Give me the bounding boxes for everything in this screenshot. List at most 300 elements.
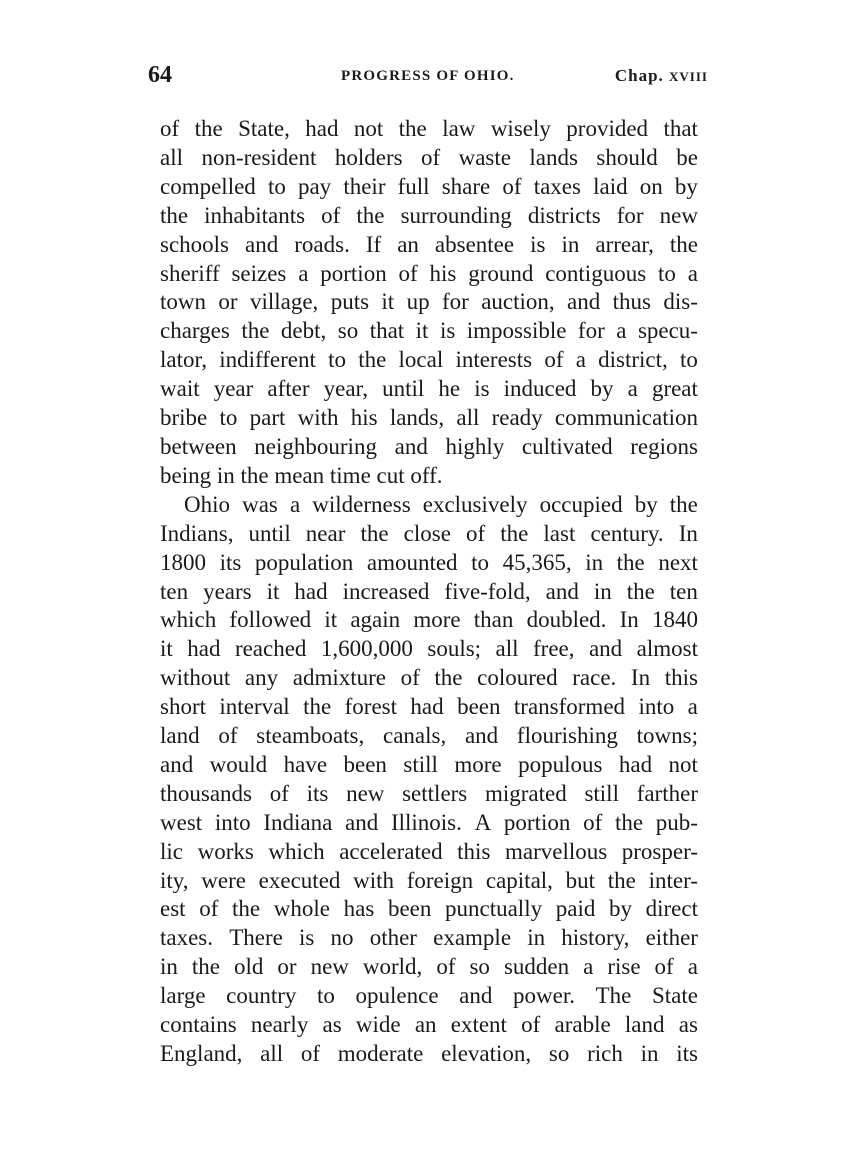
word: schools — [160, 231, 229, 257]
running-head — [148, 62, 708, 92]
word: been — [387, 896, 432, 922]
word: the — [669, 491, 698, 517]
word: of — [398, 260, 418, 286]
word: ten — [669, 578, 698, 604]
word: the — [434, 665, 463, 691]
text-line: being in the mean time cut off. — [160, 462, 443, 488]
word: opulence — [355, 983, 439, 1009]
word: 1840 — [651, 607, 698, 633]
text-line — [160, 895, 698, 924]
text-line — [160, 404, 698, 433]
text-line — [160, 375, 698, 404]
word: history, — [561, 925, 630, 951]
word: of — [583, 809, 603, 835]
word: not — [668, 751, 698, 777]
word: roads. — [294, 231, 350, 257]
word: and — [545, 578, 579, 604]
word: in — [527, 925, 546, 951]
word: exclusively — [422, 491, 528, 517]
word: Ohio — [184, 491, 230, 517]
word: bribe — [160, 405, 208, 431]
text-line — [160, 317, 698, 346]
word: law — [442, 116, 476, 141]
word: until — [248, 520, 291, 546]
word: laid — [593, 173, 628, 199]
word: marvellous — [504, 838, 608, 864]
word: Indians, — [160, 520, 234, 546]
word: whole — [273, 896, 330, 922]
word: again — [350, 607, 401, 633]
word: interval — [219, 694, 290, 720]
word: provided — [566, 116, 649, 141]
word: sheriff — [160, 260, 220, 286]
word: works — [197, 838, 254, 864]
word: any — [244, 665, 279, 691]
word: it — [324, 607, 338, 633]
word: 45,365, — [502, 549, 572, 575]
word: If — [365, 231, 382, 257]
word: the — [500, 520, 529, 546]
word: years — [203, 578, 252, 604]
word: all — [160, 144, 183, 170]
text-line — [160, 578, 698, 607]
word: of — [436, 954, 456, 980]
word: rise — [607, 954, 641, 980]
paragraph-ohio — [160, 491, 698, 1069]
word: last — [543, 520, 576, 546]
word: the — [303, 694, 332, 720]
word: power. — [513, 983, 575, 1009]
word: a — [575, 347, 586, 373]
word: until — [382, 376, 425, 402]
word: village, — [249, 289, 319, 315]
word: lands — [529, 144, 578, 170]
word: its — [219, 549, 242, 575]
word: A — [474, 809, 492, 835]
word: the — [160, 202, 189, 228]
word: of — [199, 896, 219, 922]
word: highly — [445, 433, 505, 459]
word: been — [457, 694, 501, 720]
word: and — [345, 809, 379, 835]
word: and — [567, 289, 601, 315]
word: admixture — [292, 665, 386, 691]
word: a — [627, 376, 638, 402]
text-line — [160, 115, 698, 144]
word: surrounding — [400, 202, 512, 228]
chapter-label — [615, 66, 708, 86]
text-line — [160, 549, 698, 578]
word: accelerated — [339, 838, 443, 864]
word: absentee — [434, 231, 515, 257]
word: that — [663, 116, 698, 141]
word: In — [630, 665, 651, 691]
word: nearly — [250, 1012, 309, 1038]
word: to — [317, 983, 335, 1009]
word: more — [454, 751, 502, 777]
word: the — [669, 231, 698, 257]
paragraph-continued — [160, 115, 698, 491]
word: as — [322, 1012, 342, 1038]
word: and — [588, 636, 623, 662]
word: for — [577, 318, 605, 344]
word: prosper- — [621, 838, 698, 864]
word: new — [346, 780, 385, 806]
word: debt, — [280, 318, 327, 344]
word: the — [194, 116, 223, 141]
word: be — [676, 144, 698, 170]
text-line — [160, 751, 698, 780]
word: contiguous — [545, 260, 647, 286]
word: that — [369, 318, 405, 344]
word: induced — [503, 376, 577, 402]
word: his — [350, 405, 378, 431]
word: the — [360, 520, 389, 546]
word: new — [659, 202, 698, 228]
word: into — [214, 809, 251, 835]
word: this — [664, 665, 698, 691]
word: of — [465, 520, 486, 546]
word: wisely — [490, 116, 551, 141]
word: of — [502, 173, 522, 199]
word: still — [403, 751, 438, 777]
word: to — [471, 549, 490, 575]
word: been — [343, 751, 387, 777]
word: souls; — [427, 636, 482, 662]
word: country — [226, 983, 297, 1009]
word: west — [160, 809, 203, 835]
word: and — [464, 723, 499, 749]
word: a — [687, 260, 698, 286]
word: is — [474, 376, 490, 402]
word: holders — [334, 144, 403, 170]
word: punctually — [445, 896, 543, 922]
word: the — [356, 202, 385, 228]
word: would — [209, 751, 268, 777]
word: paid — [555, 896, 596, 922]
word: In — [619, 607, 639, 633]
text-line — [160, 722, 698, 751]
word: canals, — [382, 723, 447, 749]
word: 1800 — [160, 549, 206, 575]
word: more — [413, 607, 461, 633]
running-title: PROGRESS OF OHIO. — [341, 68, 515, 84]
word: close — [403, 520, 451, 546]
text-line — [160, 664, 698, 693]
word: est — [160, 896, 186, 922]
word: still — [584, 780, 619, 806]
word: in — [160, 954, 178, 980]
word: to — [680, 347, 698, 373]
word: new — [310, 954, 349, 980]
word: of — [160, 116, 180, 141]
word: its — [676, 1041, 698, 1066]
word: this — [457, 838, 491, 864]
text-line — [160, 982, 698, 1011]
text-line — [160, 144, 698, 173]
word: without — [160, 665, 231, 691]
word: inter- — [648, 867, 698, 893]
word: for — [441, 289, 469, 315]
text-line — [160, 953, 698, 982]
word: increased — [342, 578, 430, 604]
word: taxes — [533, 173, 581, 199]
word: wilderness — [312, 491, 411, 517]
word: charges — [160, 318, 230, 344]
word: all — [456, 405, 480, 431]
word: specu- — [637, 318, 698, 344]
text-line — [160, 520, 698, 549]
text-line — [160, 924, 698, 953]
word: part — [249, 405, 286, 431]
word: doubled. — [526, 607, 607, 633]
word: steamboats, — [256, 723, 365, 749]
word: State — [651, 983, 698, 1009]
word: so — [469, 954, 490, 980]
text-line — [160, 231, 698, 260]
word: to — [657, 260, 676, 286]
word: migrated — [484, 780, 567, 806]
word: its — [306, 780, 329, 806]
word: wide — [355, 1012, 401, 1038]
word: their — [343, 173, 386, 199]
word: were — [201, 867, 246, 893]
word: and — [245, 231, 279, 257]
word: in — [640, 1041, 659, 1066]
word: in — [585, 549, 604, 575]
word: share — [441, 173, 491, 199]
word: occupied — [539, 491, 623, 517]
word: the — [191, 954, 220, 980]
word: amounted — [366, 549, 458, 575]
word: wait — [160, 376, 200, 402]
word: it — [160, 636, 173, 662]
word: so — [337, 318, 359, 344]
word: interests — [455, 347, 533, 373]
word: to — [219, 405, 238, 431]
word: followed — [229, 607, 312, 633]
word: a — [289, 491, 301, 517]
word: ten — [160, 578, 189, 604]
word: puts — [330, 289, 370, 315]
word: was — [242, 491, 278, 517]
word: indifferent — [219, 347, 316, 373]
word: capital, — [485, 867, 553, 893]
word: farther — [636, 780, 698, 806]
word: or — [277, 954, 297, 980]
text-line — [160, 202, 698, 231]
word: compelled — [160, 173, 256, 199]
word: full — [397, 173, 430, 199]
word: a — [583, 954, 594, 980]
word: great — [651, 376, 698, 402]
word: not — [353, 116, 384, 141]
word: taxes. — [160, 925, 214, 951]
word: a — [687, 694, 698, 720]
word: State, — [238, 116, 290, 141]
word: districts — [527, 202, 601, 228]
word: flourishing — [516, 723, 618, 749]
word: to — [328, 347, 346, 373]
word: of — [544, 347, 564, 373]
word: contains — [160, 1012, 237, 1038]
word: waste — [458, 144, 511, 170]
word: Indiana — [263, 809, 333, 835]
word: the — [398, 116, 427, 141]
word: other — [369, 925, 417, 951]
word: had — [618, 751, 653, 777]
word: of — [218, 723, 238, 749]
word: almost — [636, 636, 698, 662]
word: the — [232, 896, 261, 922]
word: foreign — [406, 867, 474, 893]
word: Illinois. — [390, 809, 462, 835]
word: coloured — [477, 665, 558, 691]
word: neighbouring — [254, 433, 377, 459]
word: an — [414, 1012, 437, 1038]
text-line — [160, 867, 698, 896]
word: pay — [297, 173, 332, 199]
word: town — [160, 289, 206, 315]
word: lands, — [389, 405, 445, 431]
word: of — [400, 665, 420, 691]
word: lator, — [160, 347, 207, 373]
word: the — [614, 809, 644, 835]
word: an — [397, 231, 419, 257]
word: no — [330, 925, 354, 951]
word: his — [429, 260, 457, 286]
word: non-resident — [201, 144, 317, 170]
text-line — [160, 346, 698, 375]
word: either — [645, 925, 698, 951]
word: ground — [468, 260, 534, 286]
word: thus — [612, 289, 651, 315]
word: in — [593, 578, 612, 604]
text-line — [160, 606, 698, 635]
word: it — [381, 289, 395, 315]
word: transformed — [513, 694, 626, 720]
word: year, — [323, 376, 369, 402]
word: regions — [630, 433, 698, 459]
word: into — [638, 694, 675, 720]
word: ready — [491, 405, 543, 431]
word: of — [321, 202, 341, 228]
word: portion — [503, 809, 571, 835]
word: with — [297, 405, 339, 431]
chapter-abbrev: Chap. — [614, 66, 664, 85]
word: of — [521, 1012, 541, 1038]
word: local — [398, 347, 444, 373]
word: old — [234, 954, 264, 980]
word: the — [616, 549, 645, 575]
word: had — [187, 636, 221, 662]
word: direct — [645, 896, 698, 922]
text-line — [160, 635, 698, 664]
text-line — [160, 780, 698, 809]
word: for — [616, 202, 644, 228]
body-text — [160, 115, 698, 1069]
word: the — [358, 347, 387, 373]
word: The — [595, 983, 632, 1009]
word: in — [561, 231, 580, 257]
word: In — [678, 520, 698, 546]
word: which — [268, 838, 325, 864]
word: the — [607, 867, 636, 893]
word: by — [590, 376, 614, 402]
word: is — [439, 318, 456, 344]
word: a — [616, 318, 627, 344]
word: but — [565, 867, 596, 893]
word: near — [305, 520, 346, 546]
word: have — [283, 751, 328, 777]
word: forest — [344, 694, 397, 720]
word: executed — [258, 867, 341, 893]
word: year — [213, 376, 254, 402]
text-line — [160, 1040, 698, 1069]
word: up — [406, 289, 430, 315]
text-line — [160, 491, 698, 520]
word: cultivated — [521, 433, 613, 459]
word: of — [269, 780, 289, 806]
word: by — [634, 491, 658, 517]
word: it — [266, 578, 280, 604]
word: dis- — [663, 289, 698, 315]
word: land — [624, 1012, 665, 1038]
word: seizes — [231, 260, 287, 286]
word: and — [394, 433, 428, 459]
word: world, — [362, 954, 423, 980]
word: free, — [533, 636, 575, 662]
word: should — [596, 144, 658, 170]
word: populous — [518, 751, 603, 777]
word: population — [254, 549, 354, 575]
word: by — [608, 896, 632, 922]
word: rich — [587, 1041, 623, 1066]
word: which — [160, 607, 217, 633]
word: is — [299, 925, 315, 951]
word: large — [160, 983, 206, 1009]
text-line — [160, 433, 698, 462]
word: a — [298, 260, 309, 286]
word: district, — [598, 347, 668, 373]
word: with — [353, 867, 395, 893]
text-line — [160, 288, 698, 317]
word: extent — [450, 1012, 507, 1038]
word: race. — [572, 665, 617, 691]
chapter-number: XVIII — [669, 69, 708, 84]
word: by — [674, 173, 698, 199]
word: all — [260, 1041, 284, 1066]
word: arable — [554, 1012, 611, 1038]
word: has — [343, 896, 375, 922]
word: impossible — [466, 318, 567, 344]
word: pub- — [655, 809, 698, 835]
word: or — [218, 289, 238, 315]
word: and — [160, 751, 194, 777]
word: and — [459, 983, 493, 1009]
word: auction, — [481, 289, 555, 315]
word: to — [267, 173, 286, 199]
word: of — [421, 144, 441, 170]
word: inhabitants — [204, 202, 306, 228]
word: elevation, — [441, 1041, 532, 1066]
word: on — [639, 173, 663, 199]
word: towns; — [636, 723, 698, 749]
word: all — [495, 636, 519, 662]
word: next — [658, 549, 698, 575]
word: moderate — [337, 1041, 424, 1066]
word: portion — [320, 260, 387, 286]
